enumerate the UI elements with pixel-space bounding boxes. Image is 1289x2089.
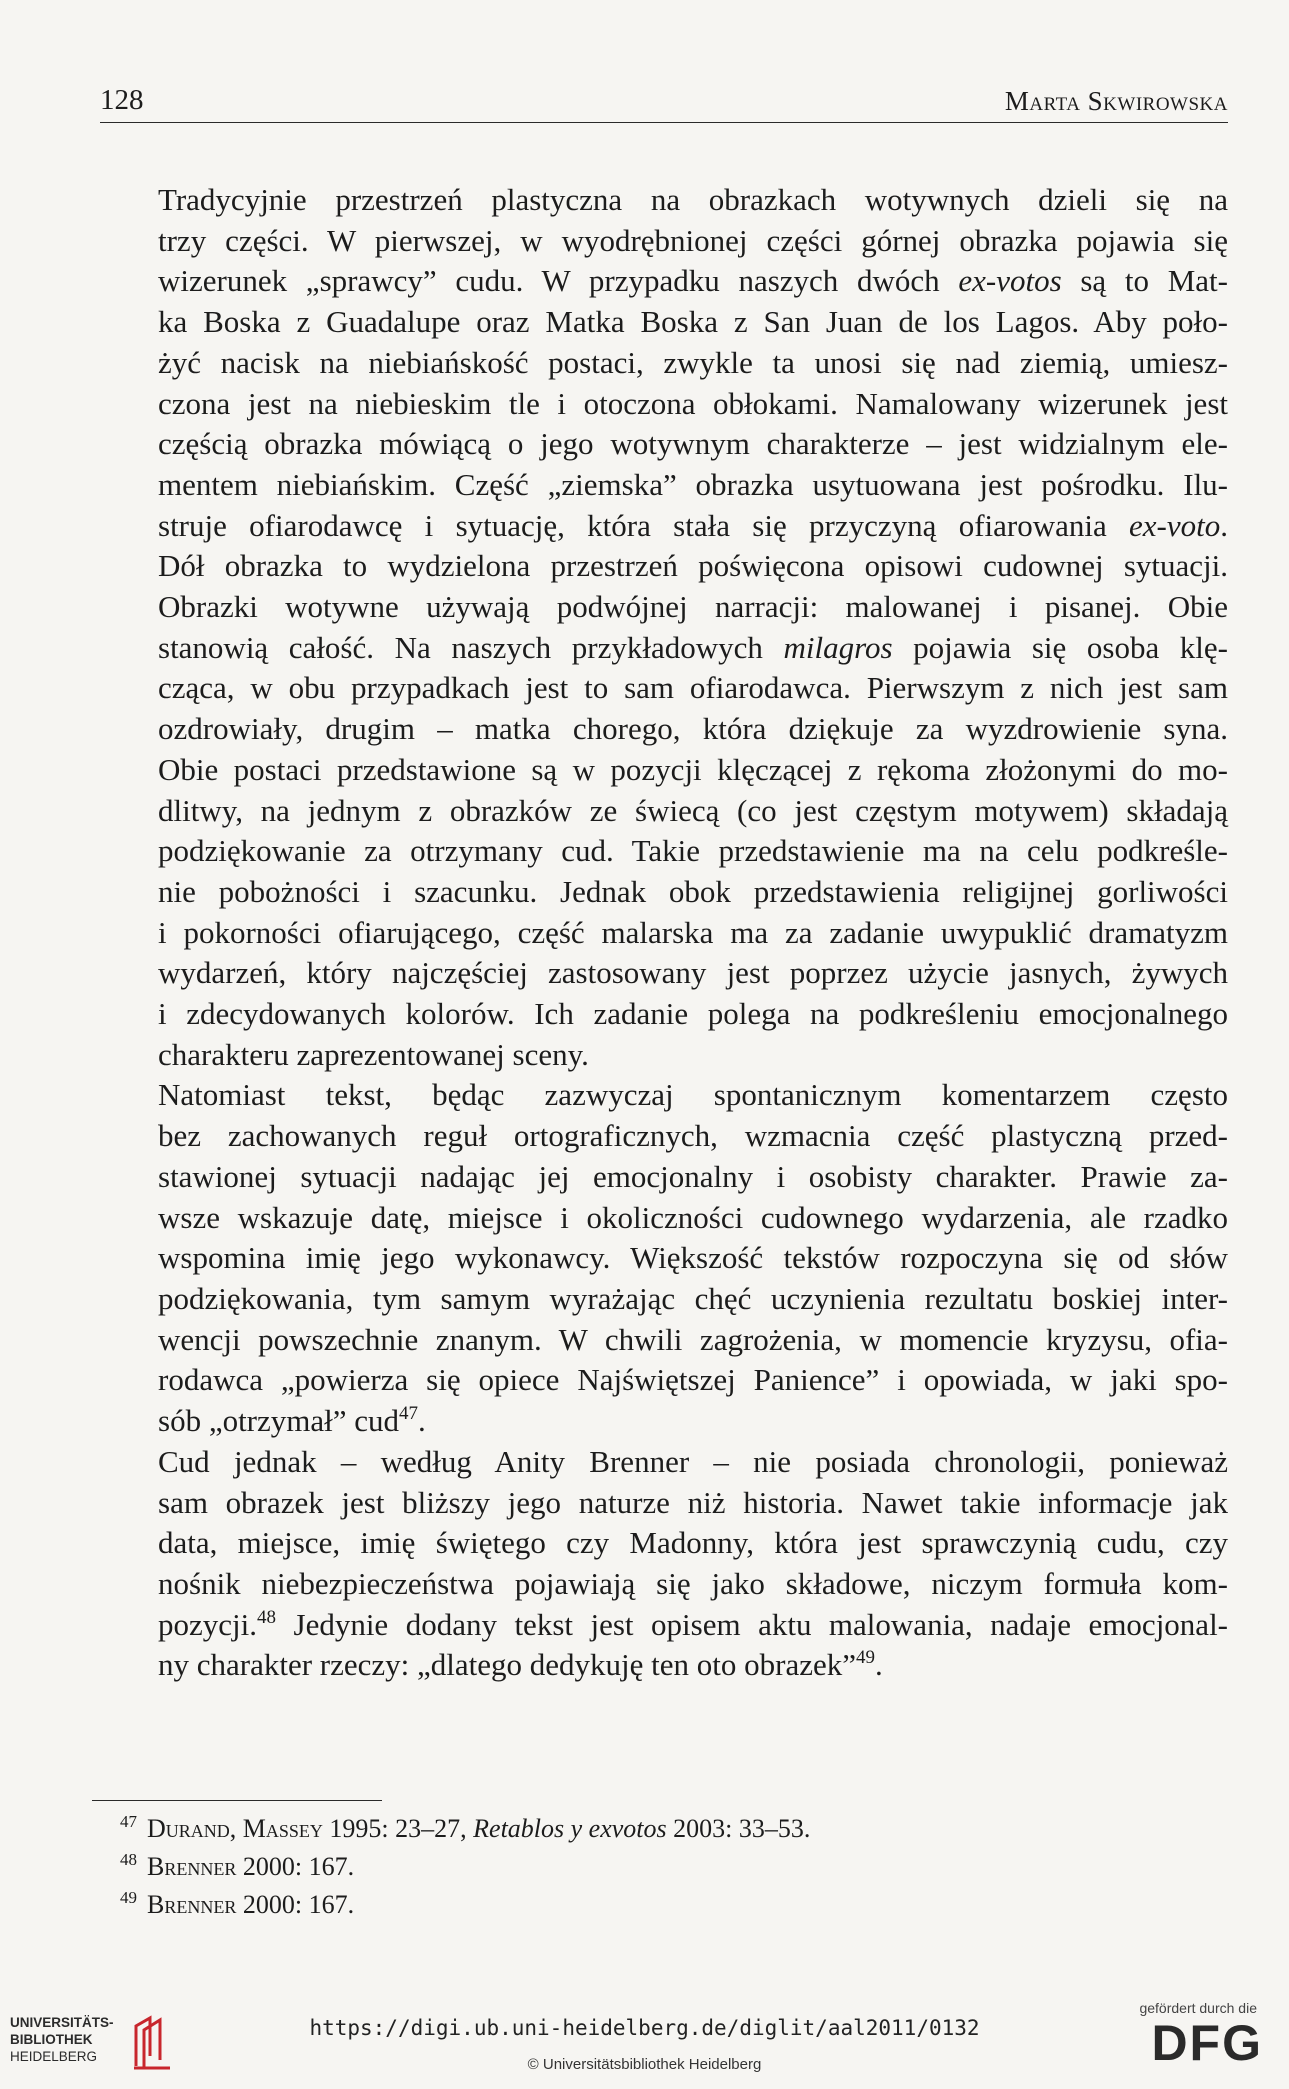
footnote-author: Brenner bbox=[147, 1890, 237, 1919]
text-line: Dół obrazka to wydzielona przestrzeń poświęcona opisowi cudownej sytuacji. bbox=[158, 548, 1228, 584]
footnote-text: 2000: 167. bbox=[236, 1890, 355, 1919]
text-segment: są to Mat- bbox=[1061, 263, 1228, 299]
text-line: Obie postaci przedstawione są w pozycji klęczącej z rękoma złożonymi do mo- bbox=[158, 751, 1228, 787]
text-line: podziękowanie za otrzymany cud. Takie przedstawienie ma na celu podkreśle- bbox=[158, 833, 1228, 869]
footnote-text: 1995: 23–27, bbox=[322, 1814, 474, 1843]
text-line: żyć nacisk na niebiańskość postaci, zwykle ta unosi się nad ziemią, umiesz- bbox=[158, 344, 1228, 380]
footnote-ref[interactable]: 48 bbox=[257, 1606, 276, 1628]
footnote-title: Retablos y exvotos bbox=[473, 1814, 667, 1843]
italic-term: milagros bbox=[783, 629, 893, 665]
text-line bbox=[92, 628, 1228, 669]
footnote-47 bbox=[120, 1810, 1220, 1848]
footnote-author: Durand, Massey bbox=[147, 1814, 323, 1843]
page-header bbox=[100, 82, 1228, 123]
footnote-author: Brenner bbox=[147, 1852, 237, 1881]
paragraph-3 bbox=[92, 1075, 1228, 1441]
text-line: czona jest na niebieskim tle i otoczona obłokami. Namalowany wizerunek jest bbox=[158, 385, 1228, 421]
library-name-line: UNIVERSITÄTS- bbox=[10, 2015, 114, 2030]
paragraph-1 bbox=[92, 180, 1228, 587]
text-segment: ny charakter rzeczy: „dlatego dedykuję ten oto obrazek” bbox=[158, 1647, 856, 1683]
running-head: Marta Skwirowska bbox=[1004, 86, 1228, 116]
text-line: charakteru zaprezentowanej sceny. bbox=[158, 1036, 589, 1072]
library-name-line: BIBLIOTHEK bbox=[10, 2032, 93, 2047]
text-line: wsze wskazuje datę, miejsce i okoliczności cudownego wydarzenia, ale rzadko bbox=[158, 1199, 1228, 1235]
footnotes bbox=[120, 1810, 1220, 1924]
text-line: mentem niebiańskim. Część „ziemska” obrazka usytuowana jest pośrodku. Ilu- bbox=[158, 466, 1228, 502]
page-number: 128 bbox=[100, 84, 144, 116]
paragraph-4 bbox=[92, 1442, 1228, 1686]
text-line: stawionej sytuacji nadając jej emocjonalny i osobisty charakter. Prawie za- bbox=[158, 1158, 1228, 1194]
text-line: ka Boska z Guadalupe oraz Matka Boska z San Juan de los Lagos. Aby poło- bbox=[158, 304, 1228, 340]
text-line: sam obrazek jest bliższy jego naturze niż historia. Nawet takie informacje jak bbox=[158, 1484, 1228, 1520]
digitization-footer bbox=[0, 1996, 1289, 2089]
text-segment: . bbox=[1220, 507, 1228, 543]
text-line: i zdecydowanych kolorów. Ich zadanie polega na podkreśleniu emocjonalnego bbox=[158, 996, 1228, 1032]
copyright-notice: © Universitätsbibliothek Heidelberg bbox=[527, 2056, 762, 2073]
text-segment: pozycji. bbox=[158, 1606, 257, 1642]
text-line: Natomiast tekst, będąc zazwyczaj spontanicznym komentarzem często bbox=[158, 1077, 1228, 1113]
text-segment: struje ofiarodawcę i sytuację, która stała się przyczyną ofiarowania bbox=[158, 507, 1130, 543]
italic-term: ex-votos bbox=[958, 263, 1062, 299]
text-line: i pokorności ofiarującego, część malarska ma za zadanie uwypuklić dramatyzm bbox=[158, 914, 1228, 950]
text-line: Tradycyjnie przestrzeń plastyczna na obrazkach wotywnych dzieli się na bbox=[158, 182, 1228, 217]
text-line: podziękowania, tym samym wyrażając chęć uczynienia rezultatu boskiej inter- bbox=[158, 1280, 1228, 1316]
funded-by-label: gefördert durch die bbox=[1139, 2000, 1257, 2016]
dfg-logo[interactable] bbox=[1123, 2000, 1263, 2080]
footnote-divider bbox=[92, 1800, 382, 1801]
text-line: rodawca „powierza się opiece Najświętszej Panience” i opowiada, w jaki spo- bbox=[158, 1362, 1228, 1398]
library-name-line: HEIDELBERG bbox=[10, 2049, 98, 2064]
text-line: data, miejsce, imię świętego czy Madonny, która jest sprawczynią cudu, czy bbox=[158, 1525, 1228, 1561]
text-line: nie pobożności i szacunku. Jednak obok przedstawienia religijnej gorliwości bbox=[158, 873, 1228, 909]
paragraph-2 bbox=[92, 587, 1228, 1075]
text-line bbox=[92, 506, 1228, 547]
footnote-48 bbox=[120, 1848, 1220, 1886]
text-segment: pojawia się osoba klę- bbox=[892, 629, 1228, 665]
dfg-wordmark: DFG bbox=[1151, 2015, 1263, 2071]
text-line: wspomina imię jego wykonawcy. Większość tekstów rozpoczyna się od słów bbox=[158, 1240, 1228, 1276]
footnote-ref[interactable]: 47 bbox=[399, 1403, 419, 1425]
footnote-number: 47 bbox=[120, 1812, 137, 1831]
footnote-ref[interactable]: 49 bbox=[856, 1647, 875, 1669]
text-line bbox=[92, 261, 1228, 302]
footnote-text: 2000: 167. bbox=[236, 1852, 355, 1881]
text-line bbox=[92, 1605, 1228, 1646]
text-line: bez zachowanych reguł ortograficznych, wzmacnia część plastyczną przed- bbox=[158, 1118, 1228, 1154]
body-text bbox=[92, 180, 1228, 1686]
text-line: dlitwy, na jednym z obrazków ze świecą (co jest częstym motywem) składają bbox=[158, 792, 1228, 828]
footnote-number: 49 bbox=[120, 1888, 137, 1907]
footnote-tail: 2003: 33–53. bbox=[666, 1814, 811, 1843]
italic-term: ex-voto bbox=[1129, 507, 1221, 543]
text-line: nośnik niebezpieczeństwa pojawiają się jako składowe, niczym formuła kom- bbox=[158, 1565, 1228, 1601]
text-line: Obrazki wotywne używają podwójnej narracji: malowanej i pisanej. Obie bbox=[158, 589, 1228, 625]
text-line: wydarzeń, który najczęściej zastosowany jest poprzez użycie jasnych, żywych bbox=[158, 955, 1228, 991]
text-line: ny charakter rzeczy: „dlatego dedykuję ten oto obrazek”$^{49}$. bbox=[158, 1647, 883, 1683]
footnote-49 bbox=[120, 1886, 1220, 1924]
text-line: ozdrowiały, drugim – matka chorego, która dziękuje za wyzdrowienie syna. bbox=[158, 711, 1228, 747]
text-line: sób „otrzymał” cud$^{47}$. bbox=[158, 1403, 426, 1439]
source-url-link[interactable]: https://digi.ub.uni-heidelberg.de/diglit/aal2011/0132 bbox=[309, 2016, 980, 2040]
text-line: częścią obrazka mówiącą o jego wotywnym charakterze – jest widzialnym ele- bbox=[158, 426, 1228, 462]
text-line: cząca, w obu przypadkach jest to sam ofiarodawca. Pierwszym z nich jest sam bbox=[158, 670, 1228, 706]
text-segment: sób „otrzymał” cud bbox=[158, 1403, 400, 1439]
text-segment: Jedynie dodany tekst jest opisem aktu malowania, nadaje emocjonal- bbox=[293, 1606, 1229, 1642]
footnote-number: 48 bbox=[120, 1850, 137, 1869]
text-segment: wizerunek „sprawcy” cudu. W przypadku naszych dwóch bbox=[158, 263, 959, 299]
text-line: Cud jednak – według Anity Brenner – nie posiada chronologii, ponieważ bbox=[158, 1443, 1228, 1479]
text-line: trzy części. W pierwszej, w wyodrębnionej części górnej obrazka pojawia się bbox=[158, 222, 1228, 258]
text-segment: stanowią całość. Na naszych przykładowych bbox=[158, 629, 784, 665]
text-line: wencji powszechnie znanym. W chwili zagrożenia, w momencie kryzysu, ofia- bbox=[158, 1321, 1228, 1357]
